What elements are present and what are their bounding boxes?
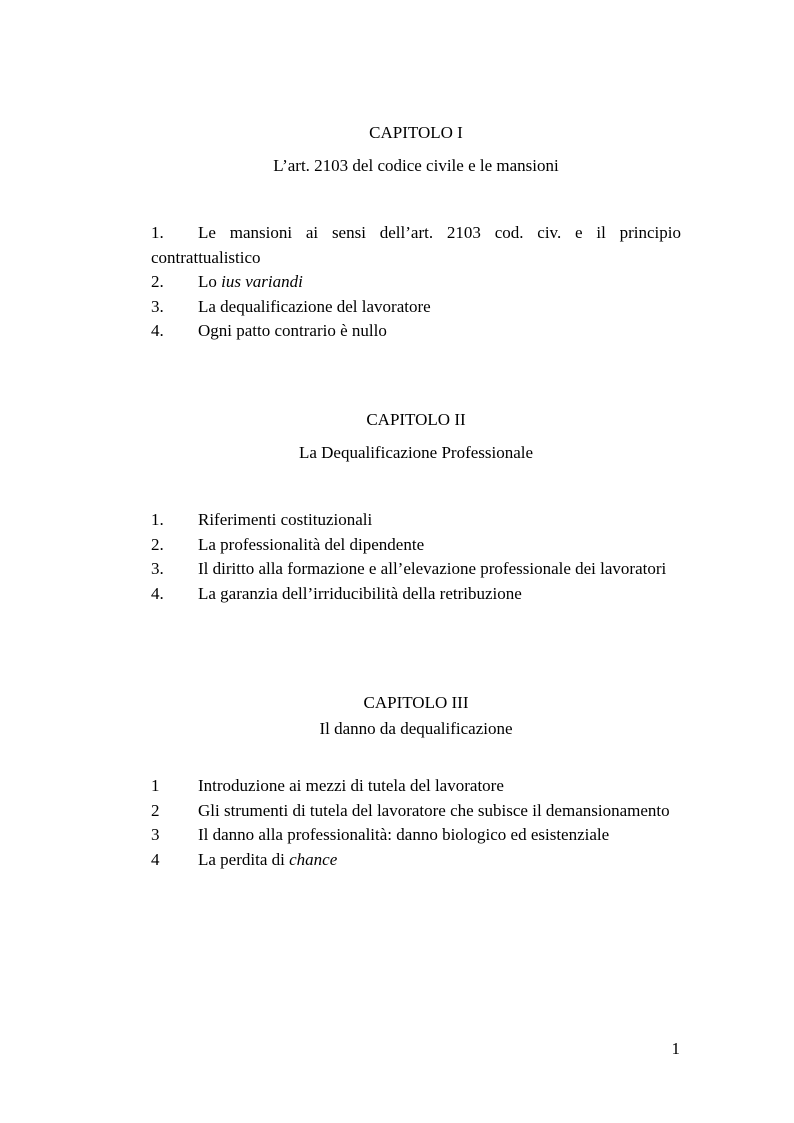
item-text: Introduzione ai mezzi di tutela del lavoratore <box>198 776 504 795</box>
item-text-italic: chance <box>289 849 338 869</box>
chapter-3 <box>151 692 681 872</box>
list-item <box>151 295 681 320</box>
list-item <box>151 799 681 824</box>
item-text: La perdita di <box>198 849 290 869</box>
item-text: Il danno alla professionalità: danno biologico ed esistenziale <box>198 825 610 844</box>
chapter-subtitle: Il danno da dequalificazione <box>319 719 513 738</box>
item-number: 4. <box>151 583 164 603</box>
chapter-title: CAPITOLO II <box>366 410 466 429</box>
item-text-italic: ius variandi <box>221 272 303 291</box>
item-number: 4 <box>151 849 160 869</box>
item-number: 3. <box>151 296 164 316</box>
item-number: 1. <box>151 223 164 242</box>
item-number: 1. <box>151 510 164 529</box>
item-number: 4. <box>151 321 164 340</box>
list-item <box>151 319 681 344</box>
item-number: 1 <box>151 776 160 795</box>
item-number: 3. <box>151 559 164 578</box>
chapter-2 <box>151 409 681 606</box>
item-text: Lo <box>198 272 222 291</box>
list-item <box>151 557 681 582</box>
list-item <box>151 774 681 799</box>
chapter-1 <box>151 122 681 344</box>
chapter-subtitle: L’art. 2103 del codice civile e le mansioni <box>273 156 559 175</box>
item-text: Riferimenti costituzionali <box>198 510 373 529</box>
list-item <box>151 582 681 607</box>
item-number: 2. <box>151 272 164 291</box>
item-text: Il diritto alla formazione e all’elevazione professionale dei lavoratori <box>198 559 667 578</box>
chapter-subtitle: La Dequalificazione Professionale <box>298 443 534 462</box>
chapter-title: CAPITOLO III <box>363 693 469 712</box>
list-item <box>151 221 681 270</box>
item-text: La professionalità del dipendente <box>198 534 425 554</box>
chapter-item-list <box>151 221 681 344</box>
item-text: Le mansioni ai sensi dell’art. 2103 cod. civ. e il principio contrattualistico <box>151 223 681 267</box>
item-number: 3 <box>151 825 160 844</box>
list-item <box>151 823 681 848</box>
item-text: La garanzia dell’irriducibilità della retribuzione <box>198 583 522 603</box>
list-item <box>151 508 681 533</box>
item-number: 2 <box>151 800 160 820</box>
item-text: La dequalificazione del lavoratore <box>198 296 431 316</box>
chapter-title: CAPITOLO I <box>369 123 463 142</box>
list-item <box>151 533 681 558</box>
list-item <box>151 270 681 295</box>
item-number: 2. <box>151 534 164 554</box>
list-item <box>151 848 681 873</box>
chapter-item-list <box>151 508 681 606</box>
chapter-item-list <box>151 774 681 872</box>
item-text: Gli strumenti di tutela del lavoratore che subisce il demansionamento <box>198 800 670 820</box>
item-text: Ogni patto contrario è nullo <box>198 321 387 340</box>
page-number: 1 <box>671 1039 680 1058</box>
